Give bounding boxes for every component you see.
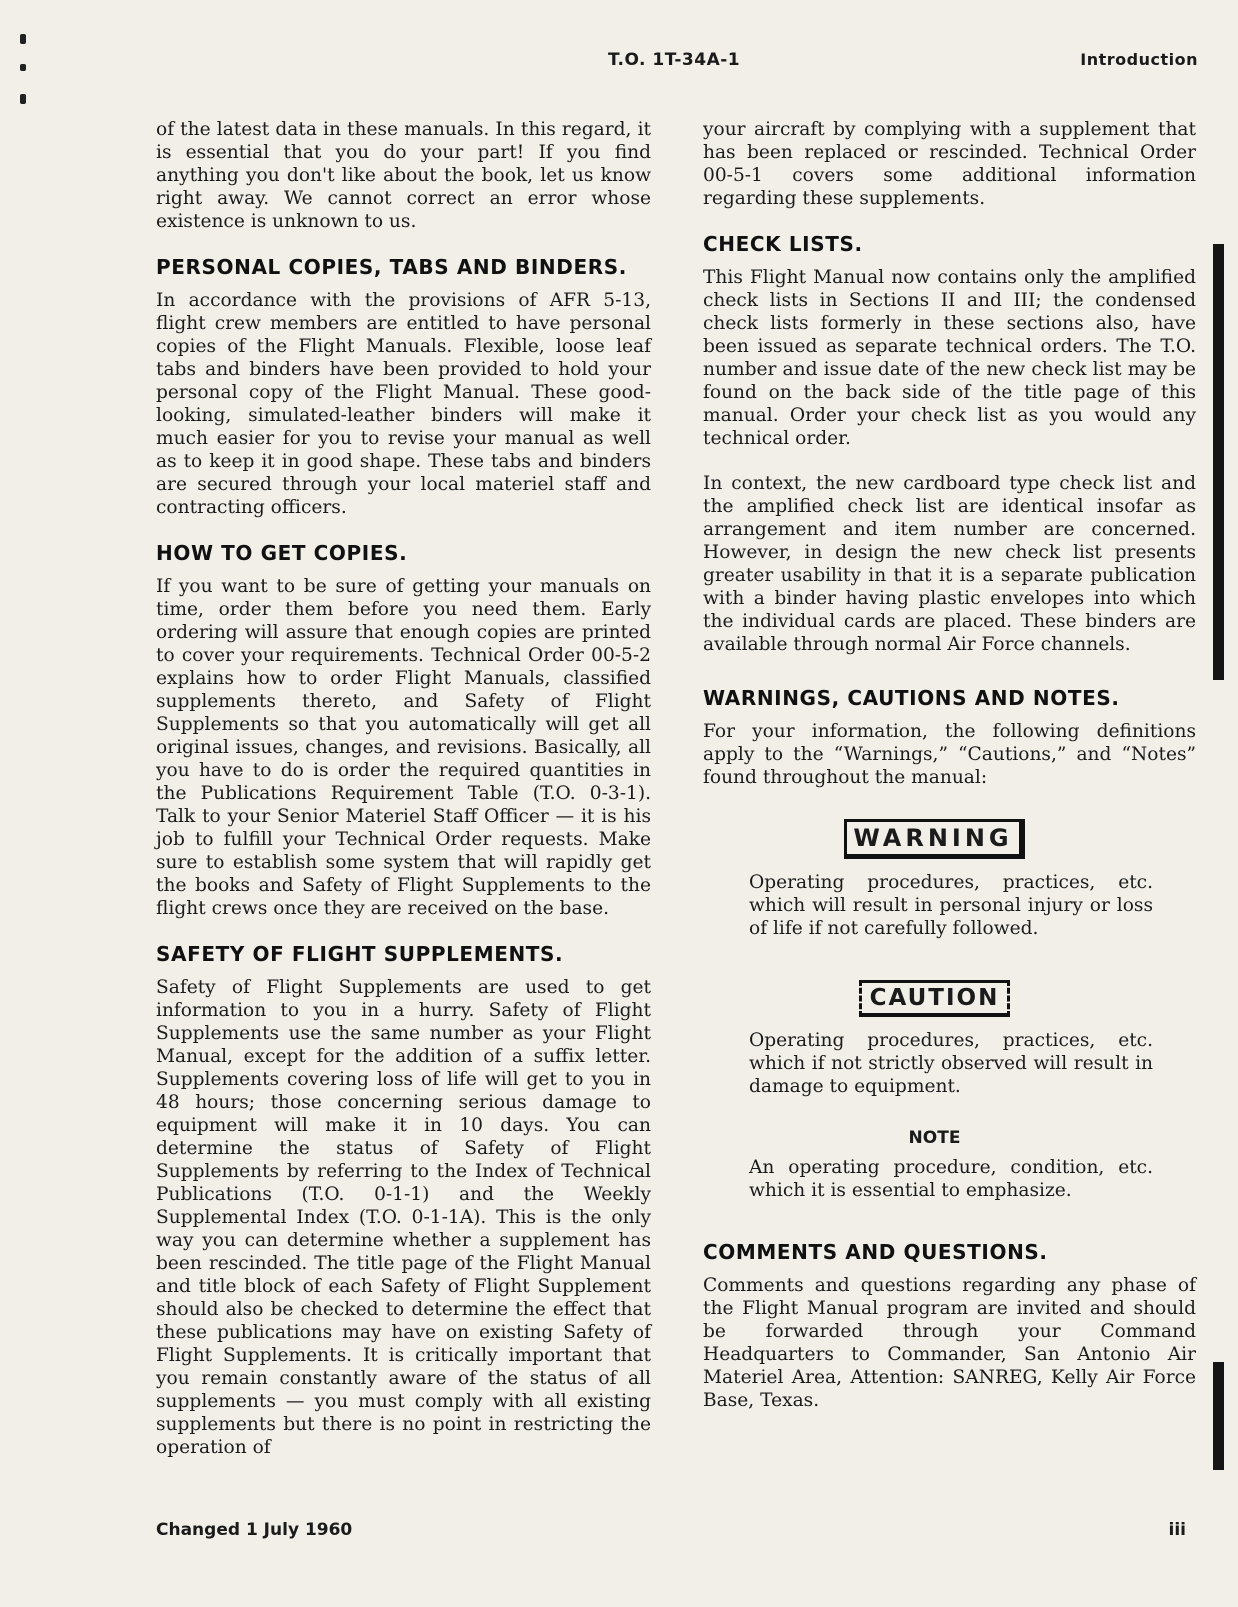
intro-paragraph: of the latest data in these manuals. In this regard, it is essential that you do your part! If you find anything you don't like about the book, let us know right away. We cannot correct an error whose existence is unknown to us.	[156, 119, 651, 232]
warning-definition: Operating procedures, practices, etc. which will result in personal injury or loss of life if not carefully followed.	[749, 872, 1153, 939]
check-lists-paragraph-2: In context, the new cardboard type check list and the amplified check list are identical insofar as arrangement and item number are concerned. However, in design the new check list presents greater usability in that it is a separate publication with a binder having plastic envelopes into which the individual cards are placed. These binders are available through normal Air Force channels.	[703, 473, 1196, 655]
change-date: Changed 1 July 1960	[156, 1520, 353, 1540]
change-bar	[1213, 1362, 1224, 1470]
right-column	[703, 118, 1196, 1434]
left-column	[156, 118, 651, 1481]
warnings-paragraph: For your information, the following definitions apply to the “Warnings,” “Cautions,” and “Notes” found throughout the manual:	[703, 721, 1196, 788]
warning-badge: WARNING	[844, 819, 1024, 859]
section-title: Introduction	[1080, 50, 1198, 69]
comments-paragraph: Comments and questions regarding any phase of the Flight Manual program are invited and should be forwarded through your Command Headquarters to Commander, San Antonio Air Materiel Area, Attention: SANREG, Kelly Air Force Base, Texas.	[703, 1275, 1196, 1411]
binder-punch-mark	[20, 34, 26, 44]
check-lists-paragraph-1: This Flight Manual now contains only the amplified check lists in Sections II and III; the condensed check lists formerly in these sections also, have been issued as separate technical orders. The T.O. number and issue date of the new check list may be found on the back side of the title page of this manual. Order your check list as you would any technical order.	[703, 267, 1196, 449]
safety-supplements-paragraph: Safety of Flight Supplements are used to get information to you in a hurry. Safety of Flight Supplements use the same number as your Flight Manual, except for the addition of a suffix letter. Supplements covering loss of life will get to you in 48 hours; those concerning serious damage to equipment will make it in 10 days. You can determine the status of Safety of Flight Supplements by referring to the Index of Technical Publications (T.O. 0-1-1) and the Weekly Supplemental Index (T.O. 0-1-1A). This is the only way you can determine whether a supplement has been rescinded. The title page of the Flight Manual and title block of each Safety of Flight Supplement should also be checked to determine the effect that these publications may have on existing Safety of Flight Supplements. It is critically important that you remain constantly aware of the status of all supplements — you must comply with all existing supplements but there is no point in restricting the operation of	[156, 977, 651, 1458]
binder-punch-mark	[20, 64, 26, 71]
how-to-get-copies-paragraph: If you want to be sure of getting your manuals on time, order them before you need them. Early ordering will assure that enough copies are printed to cover your requirements. Technical Order 00-5-2 explains how to order Flight Manuals, classified supplements thereto, and Safety of Flight Supplements so that you automatically will get all original issues, changes, and revisions. Basically, all you have to do is order the required quantities in the Publications Requirement Table (T.O. 0-3-1). Talk to your Senior Materiel Staff Officer — it is his job to fulfill your Technical Order requests. Make sure to establish some system that will rapidly get the books and Safety of Flight Supplements to the flight crews once they are received on the base.	[156, 576, 651, 919]
safety-supplements-heading: SAFETY OF FLIGHT SUPPLEMENTS.	[156, 942, 564, 966]
caution-badge: CAUTION	[859, 980, 1011, 1017]
doc-number: T.O. 1T-34A-1	[608, 50, 741, 70]
personal-copies-heading: PERSONAL COPIES, TABS AND BINDERS.	[156, 255, 627, 279]
note-label: NOTE	[908, 1128, 961, 1148]
page-number: iii	[1168, 1520, 1186, 1540]
caution-definition: Operating procedures, practices, etc. which if not strictly observed will result in damage to equipment.	[749, 1030, 1153, 1097]
how-to-get-copies-heading: HOW TO GET COPIES.	[156, 541, 408, 565]
binder-punch-mark	[20, 94, 26, 104]
personal-copies-paragraph: In accordance with the provisions of AFR 5-13, flight crew members are entitled to have personal copies of the Flight Manuals. Flexible, loose leaf tabs and binders have been provided to hold your personal copy of the Flight Manual. These good-looking, simulated-leather binders will make it much easier for you to revise your manual as well as to keep it in good shape. These tabs and binders are secured through your local materiel staff and contracting officers.	[156, 290, 651, 518]
check-lists-heading: CHECK LISTS.	[703, 232, 863, 256]
comments-heading: COMMENTS AND QUESTIONS.	[703, 1240, 1048, 1264]
continuation-paragraph: your aircraft by complying with a supplement that has been replaced or rescinded. Technical Order 00-5-1 covers some additional information regarding these supplements.	[703, 119, 1196, 209]
note-definition: An operating procedure, condition, etc. which it is essential to emphasize.	[749, 1157, 1153, 1201]
change-bar	[1213, 244, 1224, 680]
warnings-heading: WARNINGS, CAUTIONS AND NOTES.	[703, 686, 1120, 710]
